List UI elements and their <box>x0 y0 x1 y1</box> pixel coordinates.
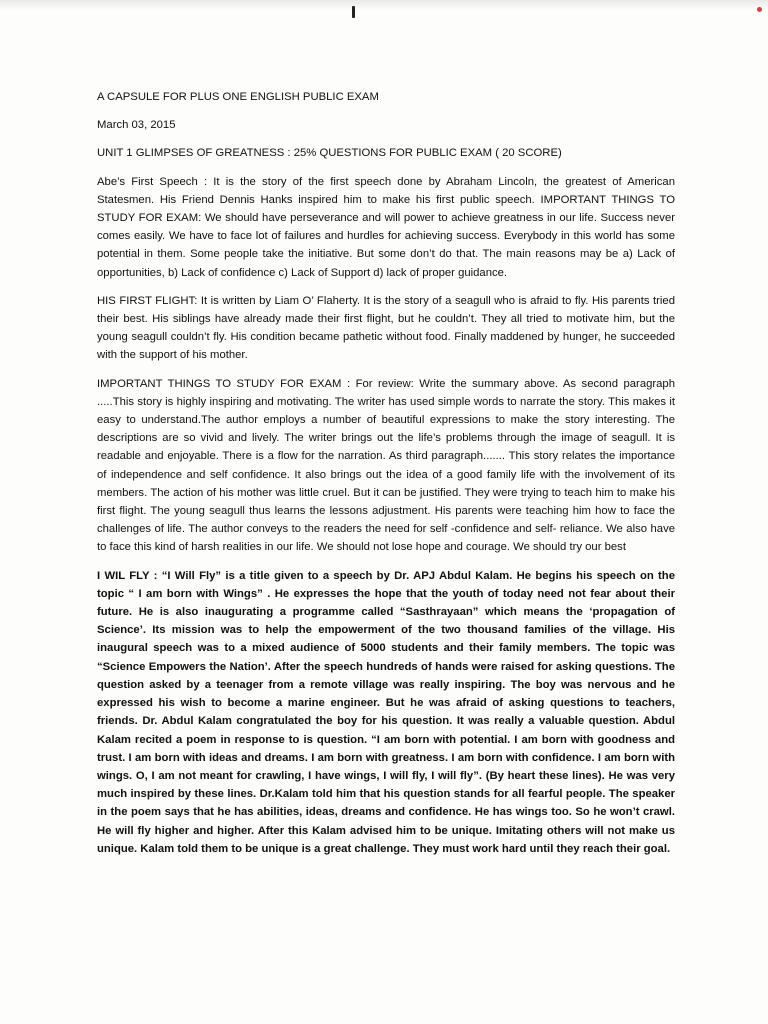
scan-mark <box>352 6 355 18</box>
paragraph-exam-notes: IMPORTANT THINGS TO STUDY FOR EXAM : For review: Write the summary above. As second paragraph .....This story is highly inspiring and motivating. The writer has used simple words to narrate the story. This makes it easy to understand.The author employs a number of beautiful expressions to make the story interesting. The descriptions are so vivid and lively. The writer brings out the life’s problems through the image of seagull. It is readable and enjoyable. There is a flow for the narration. As third paragraph....... This story relates the importance of independence and self confidence. It also brings out the idea of a good family life with the involvement of its members. The action of his mother was little cruel. But it can be justified. They were trying to teach him to make his first flight. The young seagull thus learns the lessons adjustment. His parents were teaching him how to face the challenges of life. The author conveys to the readers the need for self -confidence and self- reliance. We also have to face this kind of harsh realities in our life. We should not lose hope and courage. We should try our best <box>97 377 675 554</box>
unit-heading: UNIT 1 GLIMPSES OF GREATNESS : 25% QUESTIONS FOR PUBLIC EXAM ( 20 SCORE) <box>97 147 562 160</box>
document-date: March 03, 2015 <box>97 119 176 132</box>
document-title: A CAPSULE FOR PLUS ONE ENGLISH PUBLIC EXAM <box>97 91 379 103</box>
scan-dot <box>757 7 762 12</box>
scan-edge <box>0 0 768 10</box>
document-body <box>97 88 675 868</box>
paragraph-his-first-flight: HIS FIRST FLIGHT: It is written by Liam O’ Flaherty. It is the story of a seagull who is afraid to fly. His parents tried their best. His siblings have already made their first flight, but he couldn’t. They all tried to motivate him, but the young seagull couldn’t fly. His condition became pathetic without food. Finally maddened by hunger, he succeeded with the support of his mother. <box>97 294 675 362</box>
paragraph-i-will-fly: I WIL FLY : “I Will Fly” is a title given to a speech by Dr. APJ Abdul Kalam. He begins his speech on the topic “ I am born with Wings” . He expresses the hope that the youth of today need not fear about their future. He is also inaugurating a programme called “Sasthrayaan” which means the ‘propagation of Science’. Its mission was to help the empowerment of the two thousand families of the village. His inaugural speech was to a mixed audience of 5000 students and their family members. The topic was “Science Empowers the Nation’. After the speech hundreds of hands were raised for asking questions. The question asked by a teenager from a remote village was really inspiring. The boy was nervous and he expressed his wish to become a marine engineer. But he was afraid of asking questions to teachers, friends. Dr. Abdul Kalam congratulated the boy for his question. It was really a valuable question. Abdul Kalam recited a poem in response to is question. “I am born with potential. I am born with goodness and trust. I am born with ideas and dreams. I am born with greatness. I am born with confidence. I am born with wings. O, I am not meant for crawling, I have wings, I will fly, I will fly”. (By heart these lines). He was very much inspired by these lines. Dr.Kalam told him that his question stands for all fearful people. The speaker in the poem says that he has abilities, ideas, dreams and confidence. He has wings too. So he won’t crawl. He will fly higher and higher. After this Kalam advised him to be unique. Imitating others will not make us unique. Kalam told them to be unique is a great challenge. They must work hard until they reach their goal. <box>97 569 675 855</box>
paragraph-abes-first-speech: Abe’s First Speech : It is the story of the first speech done by Abraham Lincoln, the greatest of American Statesmen. His Friend Dennis Hanks inspired him to make his first public speech. IMPORTANT THINGS TO STUDY FOR EXAM: We should have perseverance and will power to achieve greatness in our life. Success never comes easily. We have to face lot of failures and hurdles for achieving success. Everybody in this world has some potential in them. Some people take the initiative. But some don’t do that. The main reasons may be a) Lack of opportunities, b) Lack of confidence c) Lack of Support d) lack of proper guidance. <box>97 175 675 279</box>
